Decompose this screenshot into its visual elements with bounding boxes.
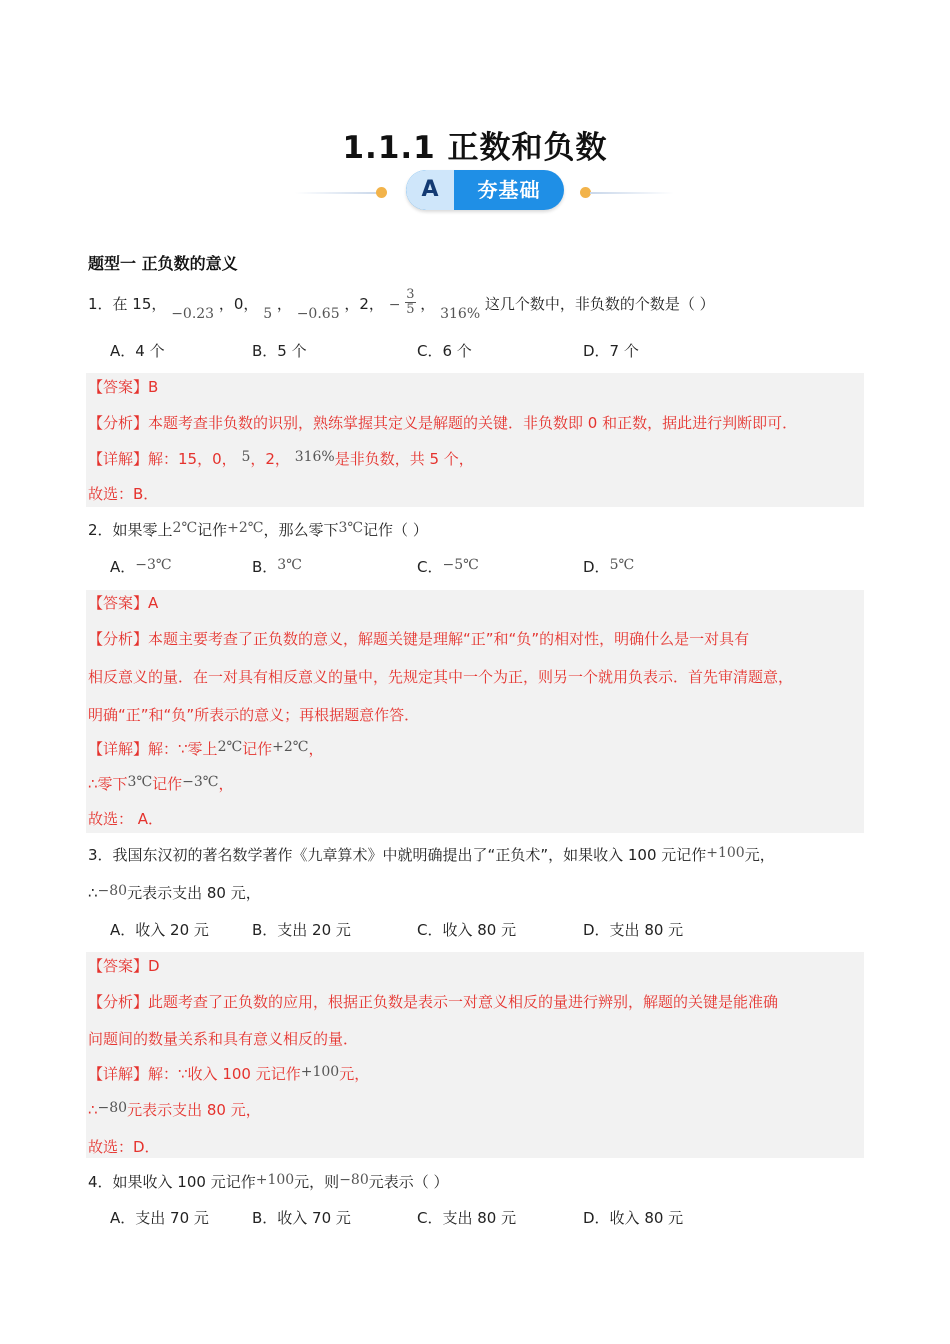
detail-3: 【详解】解：∵收入 100 元记作+100元， bbox=[88, 1064, 370, 1083]
conclusion-1: 故选：B． bbox=[88, 485, 159, 503]
option-c: C．−5℃ bbox=[417, 557, 479, 576]
analysis-3-line2: 问题间的数量关系和具有意义相反的量． bbox=[88, 1030, 359, 1048]
page-title: 1.1.1 正数和负数 bbox=[342, 130, 608, 166]
analysis-2-line3: 明确“正”和“负”所表示的意义；再根据题意作答． bbox=[88, 706, 420, 724]
question-2: 2．如果零上2℃记作+2℃，那么零下3℃记作（ ） bbox=[88, 520, 428, 539]
banner-line-left bbox=[295, 192, 379, 194]
detail-3-line2: ∴−80元表示支出 80 元， bbox=[88, 1100, 261, 1119]
analysis-2-line2: 相反意义的量．在一对具有相反意义的量中，先规定其中一个为正，则另一个就用负表示．首先审清题意， bbox=[88, 668, 794, 686]
banner-label: 夯基础 bbox=[477, 178, 541, 202]
question-1: 1．在 15， −0.23 ，0， 5 ， −0.65 ，2， − $\frac{3}{5}$ ， 316% 这几个数中，非负数的个数是（ ） bbox=[88, 287, 715, 322]
option-b: B．5 个 bbox=[252, 342, 307, 360]
option-d: D．5℃ bbox=[583, 557, 635, 576]
detail-1: 【详解】解：15，0， 5，2， 316%是非负数，共 5 个， bbox=[88, 449, 474, 468]
detail-2: 【详解】解：∵零上2℃记作+2℃， bbox=[88, 739, 324, 758]
banner-letter: A bbox=[406, 170, 454, 210]
option-a: A．支出 70 元 bbox=[110, 1209, 209, 1227]
option-c: C．支出 80 元 bbox=[417, 1209, 517, 1227]
solution-panel-1 bbox=[86, 373, 864, 507]
section-heading: 题型一 正负数的意义 bbox=[88, 254, 238, 273]
section-banner bbox=[0, 168, 950, 214]
answer-2: 【答案】A bbox=[88, 594, 159, 612]
analysis-2: 【分析】本题主要考查了正负数的意义，解题关键是理解“正”和“负”的相对性，明确什么是一对具有 bbox=[88, 630, 750, 648]
solution-panel-3 bbox=[86, 952, 864, 1158]
option-a: A．收入 20 元 bbox=[110, 921, 209, 939]
analysis-3: 【分析】此题考查了正负数的应用，根据正负数是表示一对意义相反的量进行辨别，解题的关键是能准确 bbox=[88, 993, 779, 1011]
question-3-line2: ∴−80元表示支出 80 元， bbox=[88, 883, 261, 902]
analysis-1: 【分析】本题考查非负数的识别，熟练掌握其定义是解题的关键．非负数即 0 和正数，据此进行判断即可． bbox=[88, 414, 798, 432]
banner-dot-left bbox=[376, 187, 387, 198]
answer-3: 【答案】D bbox=[88, 957, 160, 975]
question-4: 4．如果收入 100 元记作+100元，则−80元表示（ ） bbox=[88, 1172, 449, 1191]
option-a: A．−3℃ bbox=[110, 557, 172, 576]
banner-line-right bbox=[590, 192, 674, 194]
option-d: D．支出 80 元 bbox=[583, 921, 684, 939]
option-d: D．收入 80 元 bbox=[583, 1209, 684, 1227]
option-c: C．收入 80 元 bbox=[417, 921, 517, 939]
option-a: A．4 个 bbox=[110, 342, 165, 360]
conclusion-3: 故选：D． bbox=[88, 1138, 160, 1156]
option-b: B．3℃ bbox=[252, 557, 302, 576]
question-3: 3．我国东汉初的著名数学著作《九章算术》中就明确提出了“正负术”，如果收入 100 元记作+100元， bbox=[88, 845, 775, 864]
option-d: D．7 个 bbox=[583, 342, 639, 360]
answer-1: 【答案】B bbox=[88, 378, 159, 396]
option-b: B．收入 70 元 bbox=[252, 1209, 351, 1227]
detail-2-line2: ∴零下3℃记作−3℃， bbox=[88, 774, 234, 793]
option-b: B．支出 20 元 bbox=[252, 921, 351, 939]
banner-pill bbox=[406, 170, 564, 210]
conclusion-2: 故选： A． bbox=[88, 810, 164, 828]
option-c: C．6 个 bbox=[417, 342, 472, 360]
fraction: $\frac{3}{5}$ bbox=[406, 287, 415, 317]
